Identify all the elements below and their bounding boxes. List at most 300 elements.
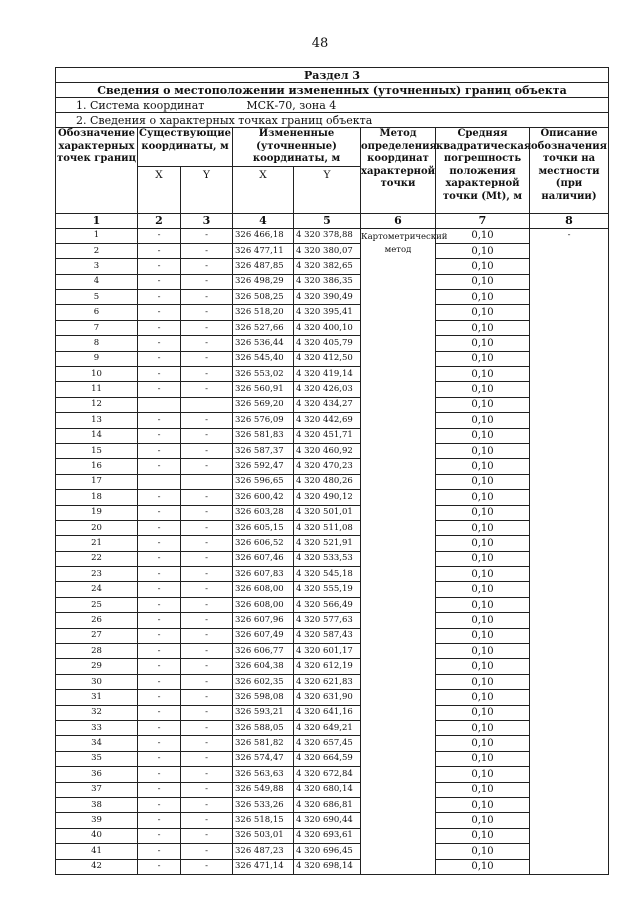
- coord-system-label: 1. Система координат: [76, 98, 205, 112]
- changed-y: 4 320 382,65: [294, 259, 361, 274]
- point-number: 19: [56, 505, 138, 520]
- existing-x: -: [138, 490, 181, 505]
- point-number: 27: [56, 628, 138, 643]
- coord-system-line: [56, 98, 609, 113]
- existing-x: -: [138, 259, 181, 274]
- section-subtitle: Сведения о местоположении измененных (уточненных) границ объекта: [56, 83, 609, 98]
- existing-x: -: [138, 367, 181, 382]
- existing-y: -: [181, 520, 233, 535]
- existing-x: [138, 397, 181, 412]
- changed-x: 326 487,23: [233, 844, 294, 859]
- error-value: 0,10: [436, 505, 530, 520]
- changed-y: 4 320 664,59: [294, 751, 361, 766]
- changed-x: 326 602,35: [233, 674, 294, 689]
- error-value: 0,10: [436, 443, 530, 458]
- changed-x: 326 518,20: [233, 305, 294, 320]
- changed-x: 326 518,15: [233, 813, 294, 828]
- existing-x: -: [138, 844, 181, 859]
- error-value: 0,10: [436, 351, 530, 366]
- changed-x: 326 508,25: [233, 290, 294, 305]
- error-value: 0,10: [436, 243, 530, 258]
- changed-y: 4 320 434,27: [294, 397, 361, 412]
- table-row: [56, 597, 609, 612]
- changed-x: 326 574,47: [233, 751, 294, 766]
- existing-y: -: [181, 274, 233, 289]
- point-number: 7: [56, 320, 138, 335]
- existing-y: -: [181, 228, 233, 243]
- point-number: 20: [56, 520, 138, 535]
- header-existing-coords: Существующие координаты, м: [138, 128, 233, 167]
- existing-y: -: [181, 721, 233, 736]
- existing-x: -: [138, 782, 181, 797]
- existing-x: -: [138, 797, 181, 812]
- changed-x: 326 603,28: [233, 505, 294, 520]
- error-value: 0,10: [436, 520, 530, 535]
- table-row: [56, 305, 609, 320]
- table-row: [56, 844, 609, 859]
- changed-x: 326 466,18: [233, 228, 294, 243]
- table-row: [56, 351, 609, 366]
- changed-y: 4 320 405,79: [294, 336, 361, 351]
- changed-x: 326 607,83: [233, 567, 294, 582]
- table-row: [56, 243, 609, 258]
- existing-y: -: [181, 382, 233, 397]
- changed-y: 4 320 690,44: [294, 813, 361, 828]
- existing-x: -: [138, 628, 181, 643]
- existing-x: -: [138, 828, 181, 843]
- changed-x: 326 608,00: [233, 597, 294, 612]
- existing-x: -: [138, 351, 181, 366]
- existing-y: -: [181, 551, 233, 566]
- existing-x: -: [138, 243, 181, 258]
- error-value: 0,10: [436, 536, 530, 551]
- existing-y: -: [181, 736, 233, 751]
- existing-x: -: [138, 320, 181, 335]
- error-value: 0,10: [436, 859, 530, 874]
- existing-y: -: [181, 459, 233, 474]
- changed-y: 4 320 451,71: [294, 428, 361, 443]
- existing-x: -: [138, 659, 181, 674]
- point-number: 34: [56, 736, 138, 751]
- point-number: 32: [56, 705, 138, 720]
- changed-y: 4 320 672,84: [294, 767, 361, 782]
- changed-x: 326 606,77: [233, 644, 294, 659]
- error-value: 0,10: [436, 382, 530, 397]
- existing-y: -: [181, 428, 233, 443]
- existing-y: [181, 474, 233, 489]
- header-point-designation: Обозначение характерных точек границ: [56, 128, 138, 214]
- existing-y: -: [181, 243, 233, 258]
- changed-x: 326 604,38: [233, 659, 294, 674]
- error-value: 0,10: [436, 721, 530, 736]
- header-method: Метод определения координат характерной точки: [361, 128, 436, 214]
- header-changed-coords: Измененные (уточненные) координаты, м: [233, 128, 361, 167]
- existing-y: -: [181, 305, 233, 320]
- table-row: [56, 551, 609, 566]
- points-info-line: 2. Сведения о характерных точках границ объекта: [56, 113, 609, 128]
- changed-y: 4 320 511,08: [294, 520, 361, 535]
- table-row: [56, 613, 609, 628]
- table-row: [56, 721, 609, 736]
- existing-x: -: [138, 520, 181, 535]
- changed-x: 326 600,42: [233, 490, 294, 505]
- point-number: 39: [56, 813, 138, 828]
- changed-y: 4 320 426,03: [294, 382, 361, 397]
- table-row: [56, 413, 609, 428]
- changed-y: 4 320 587,43: [294, 628, 361, 643]
- existing-y: -: [181, 567, 233, 582]
- existing-x: -: [138, 459, 181, 474]
- changed-y: 4 320 680,14: [294, 782, 361, 797]
- point-number: 3: [56, 259, 138, 274]
- existing-x: -: [138, 767, 181, 782]
- error-value: 0,10: [436, 828, 530, 843]
- changed-y: 4 320 460,92: [294, 443, 361, 458]
- col-number: 1: [56, 213, 138, 228]
- existing-y: -: [181, 597, 233, 612]
- table-row: [56, 813, 609, 828]
- point-number: 2: [56, 243, 138, 258]
- changed-y: 4 320 649,21: [294, 721, 361, 736]
- point-number: 26: [56, 613, 138, 628]
- existing-y: -: [181, 628, 233, 643]
- existing-x: -: [138, 690, 181, 705]
- changed-y: 4 320 533,53: [294, 551, 361, 566]
- existing-y: -: [181, 797, 233, 812]
- changed-y: 4 320 395,41: [294, 305, 361, 320]
- point-number: 8: [56, 336, 138, 351]
- changed-x: 326 606,52: [233, 536, 294, 551]
- existing-y: -: [181, 644, 233, 659]
- point-number: 38: [56, 797, 138, 812]
- error-value: 0,10: [436, 320, 530, 335]
- existing-x: -: [138, 428, 181, 443]
- header-existing-y: Y: [181, 166, 233, 213]
- existing-y: [181, 397, 233, 412]
- error-value: 0,10: [436, 228, 530, 243]
- table-row: [56, 536, 609, 551]
- table-row: [56, 459, 609, 474]
- point-number: 12: [56, 397, 138, 412]
- changed-x: 326 545,40: [233, 351, 294, 366]
- changed-y: 4 320 412,50: [294, 351, 361, 366]
- changed-y: 4 320 641,16: [294, 705, 361, 720]
- table-row: [56, 705, 609, 720]
- error-value: 0,10: [436, 736, 530, 751]
- error-value: 0,10: [436, 751, 530, 766]
- point-number: 14: [56, 428, 138, 443]
- changed-x: 326 560,91: [233, 382, 294, 397]
- changed-x: 326 593,21: [233, 705, 294, 720]
- changed-x: 326 477,11: [233, 243, 294, 258]
- existing-y: -: [181, 259, 233, 274]
- point-number: 42: [56, 859, 138, 874]
- existing-y: -: [181, 705, 233, 720]
- error-value: 0,10: [436, 782, 530, 797]
- existing-x: -: [138, 305, 181, 320]
- table-row: [56, 274, 609, 289]
- error-value: 0,10: [436, 274, 530, 289]
- changed-y: 4 320 657,45: [294, 736, 361, 751]
- point-number: 41: [56, 844, 138, 859]
- error-value: 0,10: [436, 844, 530, 859]
- coord-system-value: МСК-70, зона 4: [246, 98, 337, 112]
- existing-y: -: [181, 613, 233, 628]
- header-existing-x: X: [138, 166, 181, 213]
- existing-y: -: [181, 367, 233, 382]
- changed-x: 326 527,66: [233, 320, 294, 335]
- error-value: 0,10: [436, 644, 530, 659]
- existing-y: -: [181, 582, 233, 597]
- error-value: 0,10: [436, 582, 530, 597]
- table-row: [56, 644, 609, 659]
- error-value: 0,10: [436, 705, 530, 720]
- changed-x: 326 607,46: [233, 551, 294, 566]
- changed-x: 326 587,37: [233, 443, 294, 458]
- error-value: 0,10: [436, 567, 530, 582]
- existing-y: -: [181, 443, 233, 458]
- changed-x: 326 608,00: [233, 582, 294, 597]
- changed-y: 4 320 521,91: [294, 536, 361, 551]
- col-number: 6: [361, 213, 436, 228]
- point-number: 21: [56, 536, 138, 551]
- changed-y: 4 320 545,18: [294, 567, 361, 582]
- point-number: 24: [56, 582, 138, 597]
- changed-x: 326 471,14: [233, 859, 294, 874]
- error-value: 0,10: [436, 813, 530, 828]
- changed-x: 326 607,96: [233, 613, 294, 628]
- existing-x: -: [138, 274, 181, 289]
- changed-y: 4 320 470,23: [294, 459, 361, 474]
- existing-x: -: [138, 536, 181, 551]
- changed-y: 4 320 612,19: [294, 659, 361, 674]
- changed-x: 326 592,47: [233, 459, 294, 474]
- existing-y: -: [181, 751, 233, 766]
- table-row: [56, 428, 609, 443]
- changed-x: 326 553,02: [233, 367, 294, 382]
- point-number: 37: [56, 782, 138, 797]
- header-error: Средняя квадратическая погрешность положения характерной точки (Мt), м: [436, 128, 530, 214]
- changed-y: 4 320 442,69: [294, 413, 361, 428]
- existing-y: -: [181, 351, 233, 366]
- changed-y: 4 320 698,14: [294, 859, 361, 874]
- changed-x: 326 581,82: [233, 736, 294, 751]
- table-row: [56, 567, 609, 582]
- changed-y: 4 320 686,81: [294, 797, 361, 812]
- table-row: [56, 751, 609, 766]
- table-row: [56, 259, 609, 274]
- error-value: 0,10: [436, 628, 530, 643]
- table-row: [56, 228, 609, 243]
- point-number: 36: [56, 767, 138, 782]
- col-number: 4: [233, 213, 294, 228]
- point-number: 35: [56, 751, 138, 766]
- point-number: 13: [56, 413, 138, 428]
- error-value: 0,10: [436, 551, 530, 566]
- error-value: 0,10: [436, 428, 530, 443]
- table-row: [56, 628, 609, 643]
- point-number: 9: [56, 351, 138, 366]
- existing-x: -: [138, 859, 181, 874]
- table-row: [56, 690, 609, 705]
- point-number: 25: [56, 597, 138, 612]
- changed-y: 4 320 400,10: [294, 320, 361, 335]
- existing-y: -: [181, 859, 233, 874]
- col-number: 3: [181, 213, 233, 228]
- changed-x: 326 598,08: [233, 690, 294, 705]
- table-row: [56, 490, 609, 505]
- page-number: 48: [311, 36, 329, 51]
- existing-x: -: [138, 505, 181, 520]
- error-value: 0,10: [436, 367, 530, 382]
- point-number: 22: [56, 551, 138, 566]
- existing-y: -: [181, 690, 233, 705]
- existing-y: -: [181, 336, 233, 351]
- error-value: 0,10: [436, 613, 530, 628]
- changed-x: 326 588,05: [233, 721, 294, 736]
- existing-y: -: [181, 659, 233, 674]
- table-row: [56, 320, 609, 335]
- changed-x: 326 569,20: [233, 397, 294, 412]
- error-value: 0,10: [436, 797, 530, 812]
- existing-x: -: [138, 443, 181, 458]
- table-row: [56, 367, 609, 382]
- changed-y: 4 320 386,35: [294, 274, 361, 289]
- error-value: 0,10: [436, 336, 530, 351]
- error-value: 0,10: [436, 597, 530, 612]
- header-description: Описание обозначения точки на местности (при наличии): [530, 128, 609, 214]
- existing-x: -: [138, 567, 181, 582]
- existing-x: -: [138, 613, 181, 628]
- table-row: [56, 582, 609, 597]
- existing-x: -: [138, 674, 181, 689]
- changed-y: 4 320 696,45: [294, 844, 361, 859]
- changed-y: 4 320 378,88: [294, 228, 361, 243]
- table-row: [56, 767, 609, 782]
- section-title: Раздел 3: [56, 68, 609, 83]
- changed-y: 4 320 419,14: [294, 367, 361, 382]
- point-number: 16: [56, 459, 138, 474]
- error-value: 0,10: [436, 767, 530, 782]
- changed-x: 326 533,26: [233, 797, 294, 812]
- table-row: [56, 382, 609, 397]
- method-cell: Картометрический метод: [361, 228, 436, 874]
- changed-x: 326 498,29: [233, 274, 294, 289]
- header-changed-x: X: [233, 166, 294, 213]
- changed-x: 326 549,88: [233, 782, 294, 797]
- changed-y: 4 320 480,26: [294, 474, 361, 489]
- table-row: [56, 397, 609, 412]
- existing-y: -: [181, 536, 233, 551]
- existing-x: -: [138, 751, 181, 766]
- existing-x: -: [138, 597, 181, 612]
- col-number: 8: [530, 213, 609, 228]
- error-value: 0,10: [436, 490, 530, 505]
- description-cell: -: [530, 228, 609, 874]
- changed-x: 326 576,09: [233, 413, 294, 428]
- existing-y: -: [181, 505, 233, 520]
- table-row: [56, 828, 609, 843]
- point-number: 29: [56, 659, 138, 674]
- error-value: 0,10: [436, 674, 530, 689]
- point-number: 5: [56, 290, 138, 305]
- existing-x: -: [138, 813, 181, 828]
- changed-y: 4 320 621,83: [294, 674, 361, 689]
- existing-y: -: [181, 674, 233, 689]
- existing-y: -: [181, 320, 233, 335]
- existing-y: -: [181, 782, 233, 797]
- error-value: 0,10: [436, 259, 530, 274]
- changed-y: 4 320 566,49: [294, 597, 361, 612]
- col-number: 7: [436, 213, 530, 228]
- error-value: 0,10: [436, 305, 530, 320]
- changed-x: 326 536,44: [233, 336, 294, 351]
- point-number: 33: [56, 721, 138, 736]
- error-value: 0,10: [436, 397, 530, 412]
- error-value: 0,10: [436, 459, 530, 474]
- existing-y: -: [181, 813, 233, 828]
- point-number: 23: [56, 567, 138, 582]
- existing-x: -: [138, 644, 181, 659]
- existing-y: -: [181, 844, 233, 859]
- table-row: [56, 336, 609, 351]
- existing-y: -: [181, 767, 233, 782]
- point-number: 15: [56, 443, 138, 458]
- existing-x: -: [138, 336, 181, 351]
- existing-y: -: [181, 413, 233, 428]
- changed-x: 326 487,85: [233, 259, 294, 274]
- changed-x: 326 503,01: [233, 828, 294, 843]
- changed-y: 4 320 631,90: [294, 690, 361, 705]
- changed-y: 4 320 577,63: [294, 613, 361, 628]
- point-number: 17: [56, 474, 138, 489]
- table-row: [56, 474, 609, 489]
- table-row: [56, 290, 609, 305]
- changed-x: 326 581,83: [233, 428, 294, 443]
- error-value: 0,10: [436, 413, 530, 428]
- changed-x: 326 563,63: [233, 767, 294, 782]
- col-number: 2: [138, 213, 181, 228]
- table-row: [56, 659, 609, 674]
- existing-x: -: [138, 290, 181, 305]
- changed-y: 4 320 490,12: [294, 490, 361, 505]
- point-number: 30: [56, 674, 138, 689]
- existing-x: -: [138, 736, 181, 751]
- table-row: [56, 674, 609, 689]
- point-number: 31: [56, 690, 138, 705]
- point-number: 40: [56, 828, 138, 843]
- table-row: [56, 505, 609, 520]
- error-value: 0,10: [436, 290, 530, 305]
- changed-y: 4 320 390,49: [294, 290, 361, 305]
- boundary-points-table: [55, 67, 609, 875]
- existing-y: -: [181, 290, 233, 305]
- table-row: [56, 859, 609, 874]
- changed-y: 4 320 501,01: [294, 505, 361, 520]
- point-number: 4: [56, 274, 138, 289]
- point-number: 10: [56, 367, 138, 382]
- table-row: [56, 797, 609, 812]
- existing-y: -: [181, 828, 233, 843]
- header-changed-y: Y: [294, 166, 361, 213]
- existing-x: -: [138, 705, 181, 720]
- existing-x: -: [138, 582, 181, 597]
- point-number: 18: [56, 490, 138, 505]
- table-row: [56, 736, 609, 751]
- existing-x: [138, 474, 181, 489]
- column-numbers-row: [56, 213, 609, 228]
- existing-y: -: [181, 490, 233, 505]
